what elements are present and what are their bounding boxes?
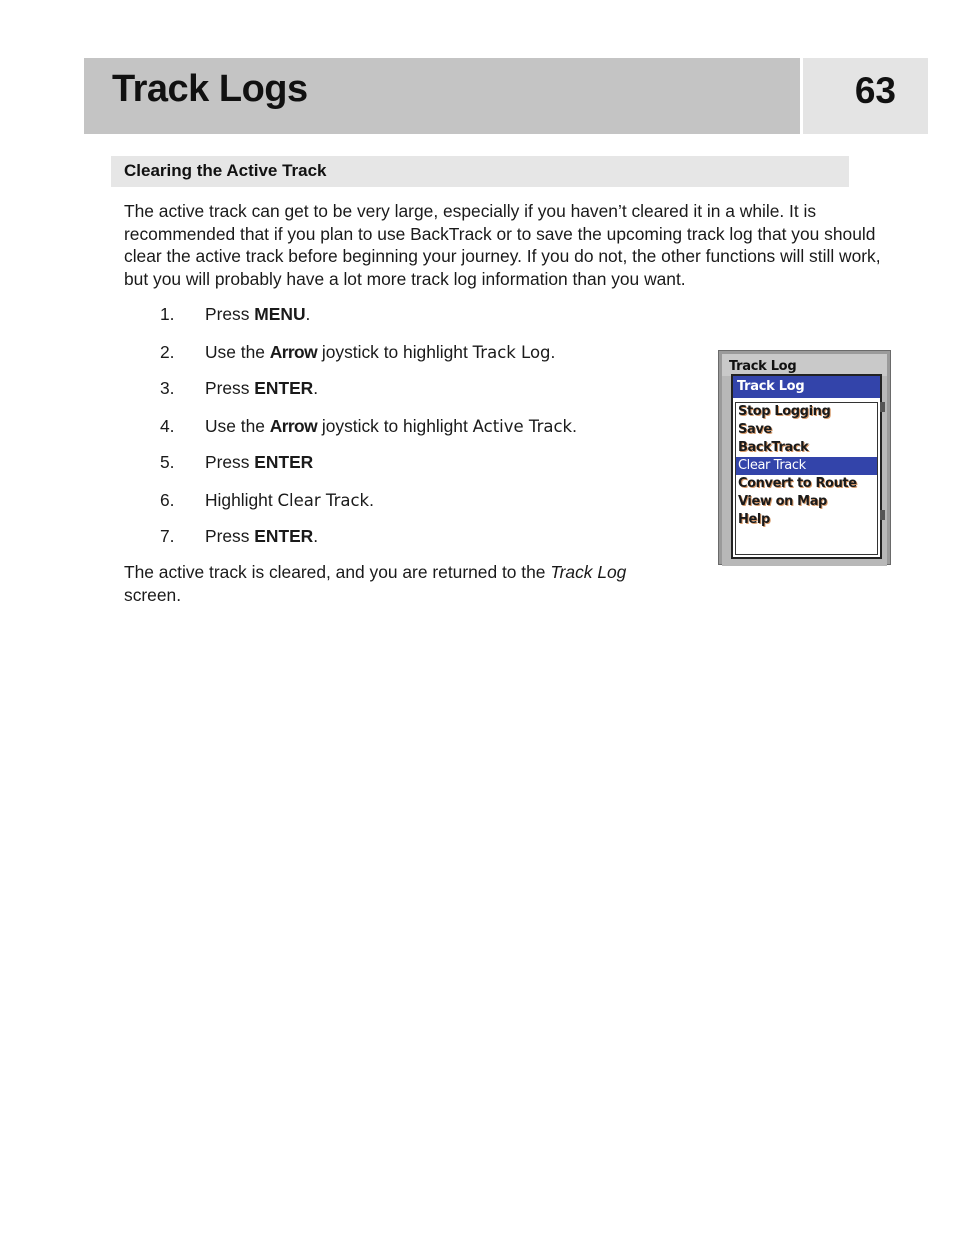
step-6 bbox=[160, 489, 374, 512]
section-title: Clearing the Active Track bbox=[124, 161, 327, 180]
step-5 bbox=[160, 451, 313, 473]
step-number: 3. bbox=[160, 378, 175, 398]
outro-text: The active track is cleared, and you are returned to the bbox=[124, 562, 551, 582]
step-ui-term: Active Track bbox=[472, 417, 573, 436]
menu-item-clear-track[interactable]: Clear Track bbox=[736, 457, 877, 475]
step-text: Press bbox=[205, 526, 255, 546]
step-text: Use the bbox=[205, 342, 270, 362]
track-log-menu-popup bbox=[731, 374, 882, 559]
step-text: Press bbox=[205, 378, 255, 398]
step-key: Arrow bbox=[269, 342, 318, 362]
step-7 bbox=[160, 525, 318, 547]
page-title: Track Logs bbox=[112, 68, 308, 110]
outro-paragraph bbox=[124, 561, 684, 606]
scrollbar-up-icon[interactable] bbox=[880, 402, 885, 412]
step-number: 4. bbox=[160, 416, 175, 436]
menu-item-view-on-map[interactable]: View on Map bbox=[738, 494, 827, 509]
scrollbar-down-icon[interactable] bbox=[880, 510, 885, 520]
popup-title: Track Log bbox=[733, 376, 880, 398]
step-text: . bbox=[550, 342, 556, 362]
step-text: Press bbox=[205, 452, 255, 472]
page-number: 63 bbox=[854, 70, 896, 111]
menu-item-help[interactable]: Help bbox=[738, 512, 770, 527]
step-3 bbox=[160, 377, 318, 399]
outro-text: screen. bbox=[124, 584, 182, 605]
step-ui-term: Clear Track bbox=[277, 491, 370, 510]
step-2 bbox=[160, 341, 555, 364]
step-text: . bbox=[305, 304, 311, 324]
step-number: 1. bbox=[160, 304, 175, 324]
step-1 bbox=[160, 303, 310, 325]
device-screen bbox=[722, 354, 887, 561]
device-screenshot bbox=[718, 350, 891, 565]
step-key: MENU bbox=[254, 304, 306, 324]
step-text: Press bbox=[205, 304, 255, 324]
outro-ui-term: Track Log bbox=[550, 562, 627, 582]
menu-list bbox=[735, 402, 878, 555]
step-text: Highlight bbox=[205, 490, 278, 510]
step-number: 6. bbox=[160, 490, 175, 510]
background-screen-title: Track Log bbox=[729, 359, 797, 374]
step-number: 2. bbox=[160, 342, 175, 362]
step-text: . bbox=[313, 526, 319, 546]
intro-paragraph: The active track can get to be very large, especially if you haven’t cleared it in a while. It is recommended that if you plan to use BackTrack or to save the upcoming track log that you should clear the active track before beginning your journey. If you do not, the other functions will still work, but you will probably have a lot more track log information than you want. bbox=[124, 201, 881, 290]
step-4 bbox=[160, 415, 577, 438]
step-key: ENTER bbox=[254, 526, 314, 546]
header-bar bbox=[84, 58, 800, 134]
step-number: 5. bbox=[160, 452, 175, 472]
step-text: . bbox=[572, 416, 577, 436]
step-text: joystick to highlight bbox=[317, 416, 473, 436]
step-number: 7. bbox=[160, 526, 175, 546]
step-key: ENTER bbox=[254, 452, 314, 472]
step-key: Arrow bbox=[269, 416, 318, 436]
step-text: joystick to highlight bbox=[317, 342, 473, 362]
menu-item-save[interactable]: Save bbox=[738, 422, 772, 437]
step-key: ENTER bbox=[254, 378, 314, 398]
section-heading-bar bbox=[111, 156, 849, 187]
page-number-box bbox=[803, 58, 928, 134]
menu-item-stop-logging[interactable]: Stop Logging bbox=[738, 404, 831, 419]
menu-item-convert-to-route[interactable]: Convert to Route bbox=[738, 476, 857, 491]
step-text: . bbox=[369, 490, 374, 510]
step-text: . bbox=[313, 378, 319, 398]
menu-item-backtrack[interactable]: BackTrack bbox=[738, 440, 809, 455]
step-ui-term: Track Log bbox=[472, 343, 551, 362]
step-text: Use the bbox=[205, 416, 270, 436]
